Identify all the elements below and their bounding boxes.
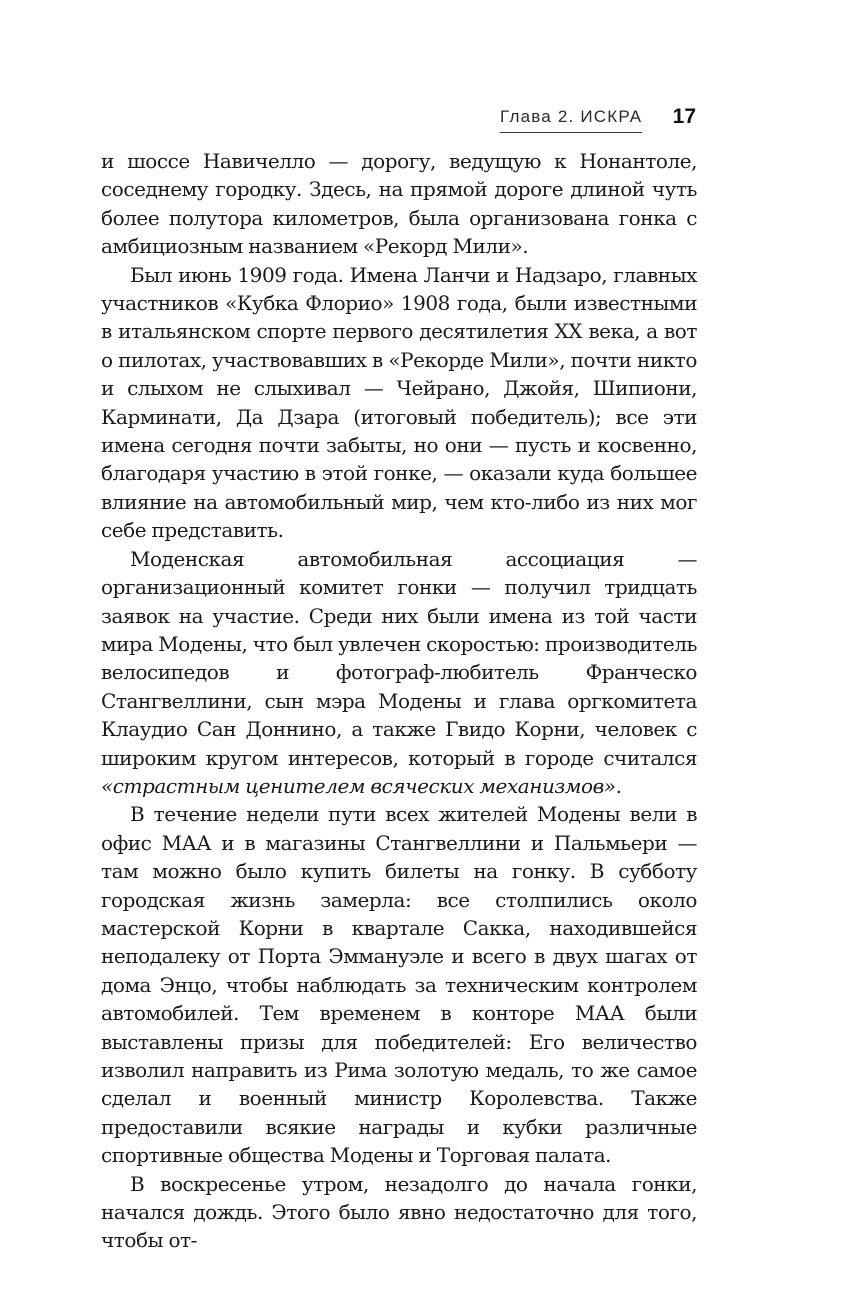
chapter-title: Глава 2. ИСКРА bbox=[500, 106, 642, 133]
running-header bbox=[500, 106, 696, 136]
paragraph: В течение недели пути всех жителей Модены вели в офис МАА и в магазины Стангвеллини и Пальмьери — там можно было купить билеты на гонку. В субботу городская жизнь замерла: все столпились около мастерской Корни в квартале Сакка, находившейся неподалеку от Порта Эммануэле и всего в двух шагах от дома Энцо, чтобы наблюдать за техническим контролем автомобилей. Тем временем в конторе МАА были выставлены призы для победителей: Его величество изволил направить из Рима золотую медаль, то же самое сделал и военный министр Королевства. Также предоставили всякие награды и кубки различные спортивные общества Модены и Торговая палата. bbox=[101, 802, 697, 1168]
body-text bbox=[101, 147, 697, 1255]
paragraph: Моденская автомобильная ассоциация — организационный комитет гонки — получил тридцать заявок на участие. Среди них были имена из той части мира Модены, что был увлечен скоростью: производитель велосипедов и фотограф-любитель Франческо Стангвеллини, сын мэра Модены и глава оргкомитета Клаудио Сан Доннино, а также Гвидо Корни, человек с широким кругом интересов, который в городе считался «страстным ценителем всяческих механизмов». bbox=[101, 546, 697, 798]
paragraph: В воскресенье утром, незадолго до начала гонки, начался дождь. Этого было явно недостаточно для того, чтобы от- bbox=[101, 1171, 697, 1253]
paragraph: и шоссе Навичелло — дорогу, ведущую к Нонантоле, соседнему городку. Здесь, на прямой дороге длиной чуть более полутора километров, была организована гонка с амбициозным названием «Рекорд Мили». bbox=[101, 149, 697, 259]
italic-quote: «страстным ценителем всяческих механизмов» bbox=[101, 773, 616, 798]
page-number: 17 bbox=[672, 105, 696, 128]
paragraph: Был июнь 1909 года. Имена Ланчи и Надзаро, главных участников «Кубка Флорио» 1908 года, были известными в итальянском спорте первого десятилетия XX века, а вот о пилотах, участвовавших в «Рекорде Мили», почти никто и слыхом не слыхивал — Чейрано, Джойя, Шипиони, Карминати, Да Дзара (итоговый победитель); все эти имена сегодня почти забыты, но они — пусть и косвенно, благодаря участию в этой гонке, — оказали куда большее влияние на автомобильный мир, чем кто-либо из них мог себе представить. bbox=[101, 262, 697, 543]
